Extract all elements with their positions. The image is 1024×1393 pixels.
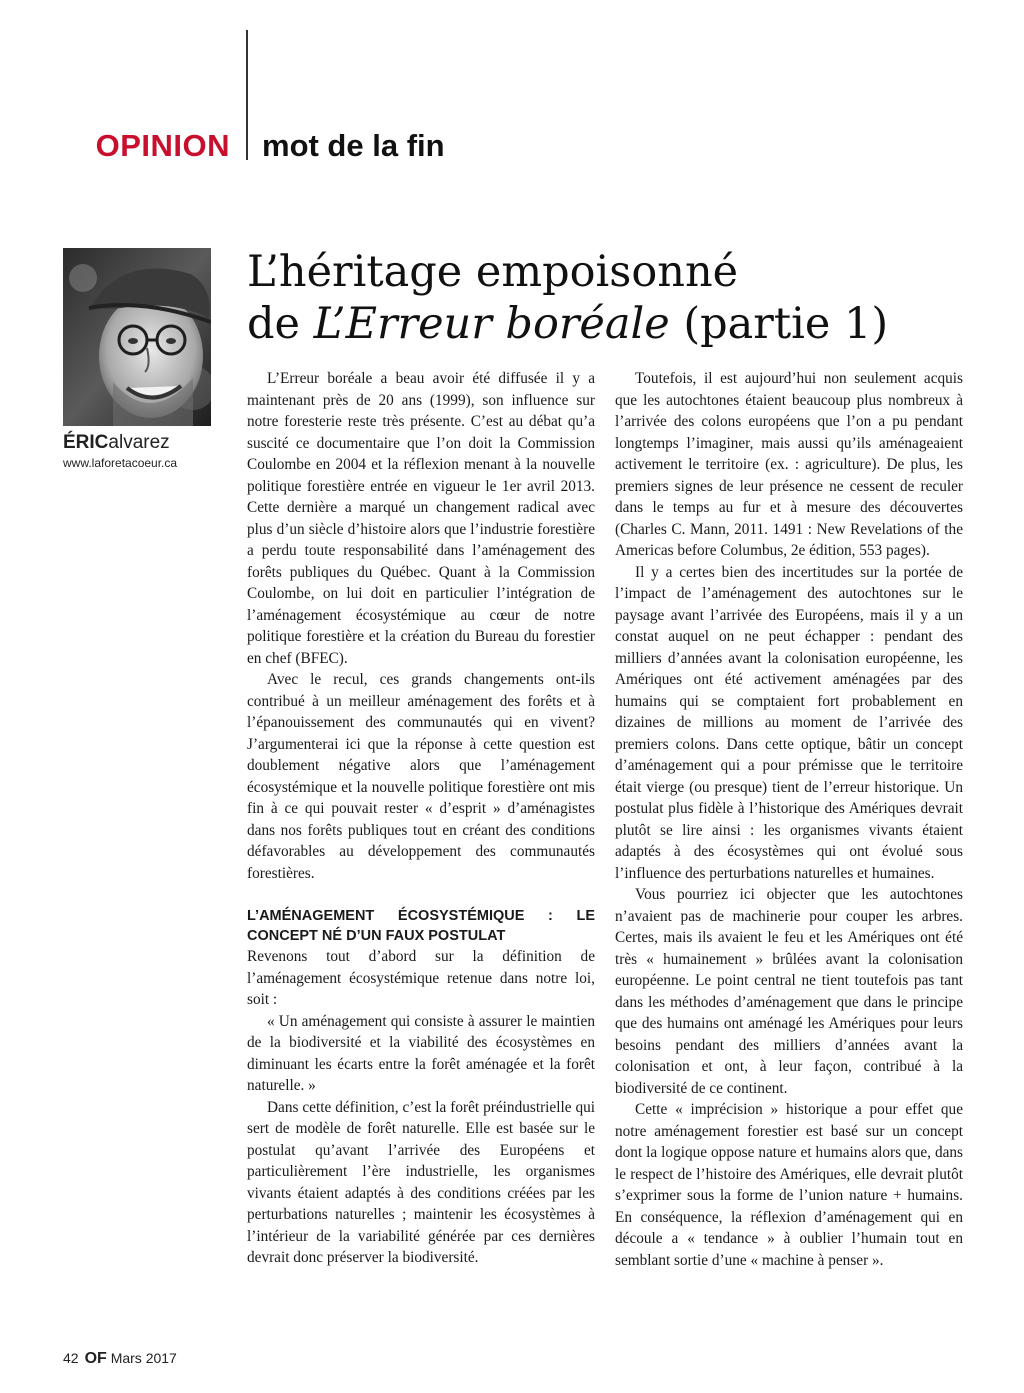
title-line-2-post: (partie 1) <box>669 299 889 349</box>
quote-paragraph: « Un aménagement qui consiste à assurer le maintien de la biodiversité et la viabilité des écosystèmes en diminuant les écarts entre la forêt aménagée et la forêt naturelle. » <box>247 1012 595 1094</box>
author-name <box>63 432 170 454</box>
article-title <box>247 246 987 350</box>
paragraph: Il y a certes bien des incertitudes sur la portée de l’impact de l’aménagement des autochtones sur le paysage avant l’arrivée des Européens, mais il y a un constat auquel on ne peut échapper : pendant des milliers d’années avant la colonisation européenne, les Amériques ont été activement aménagées par des humains qui se comptaient fort probablement en dizaines de millions au moment de l’arrivée des premiers colons. Dans cette optique, bâtir un concept d’aménagement qui a pour prémisse que le territoire était vierge (ou presque) tient de l’erreur historique. Un postulat plus fidèle à l’historique des Amériques devrait plutôt se lire ainsi : les organismes vivants étaient adaptés à des écosystèmes qui ont évolué sous l’influence des perturbations naturelles et humaines. <box>615 563 963 882</box>
paragraph: Vous pourriez ici objecter que les autochtones n’avaient pas de machinerie pour couper les arbres. Certes, mais ils avaient le feu et les Amériques ont été très « humainement » brûlées avant la colonisation européenne. Le point central ne tient toutefois pas tant dans les méthodes d’aménagement que dans le principe que des humains ont aménagé les Amériques pour leurs besoins pendant des milliers d’années avant la colonisation et ont, à leur façon, contribué à la biodiversité de ce continent. <box>615 886 963 1097</box>
article-column-1 <box>247 368 595 1269</box>
author-last-name: alvarez <box>108 432 170 453</box>
paragraph: Toutefois, il est aujourd’hui non seulement acquis que les autochtones étaient beaucoup plus nombreux à l’arrivée des colons européens que l’on a pu pendant longtemps l’imaginer, mais aussi qu’ils aménageaient activement le territoire (ex. : agriculture). De plus, les premiers signes de leur présence ne cessent de reculer dans le temps au fur et à mesure des découvertes (Charles C. Mann, 2011. 1491 : New Revelations of the Americas before Columbus, 2e édition, 553 pages). <box>615 370 963 559</box>
page-number: 42 <box>63 1350 79 1366</box>
section-label: OPINION <box>95 128 230 163</box>
page-footer <box>63 1350 177 1368</box>
article-column-2 <box>615 368 963 1271</box>
title-line-2 <box>247 298 987 350</box>
author-photo <box>63 248 211 426</box>
issue-date: Mars 2017 <box>110 1350 177 1366</box>
author-website: www.laforetacoeur.ca <box>63 456 178 470</box>
author-portrait-icon <box>63 248 211 426</box>
paragraph: L’Erreur boréale a beau avoir été diffusée il y a maintenant près de 20 ans (1999), son influence sur notre foresterie reste très présente. C’est au débat qu’a suscité ce documentaire que l’on doit la Commission Coulombe en 2004 et la réflexion menant à la nouvelle politique forestière entrée en vigueur le 1er avril 2013. Cette dernière a marqué un changement radical avec plus d’un siècle d’histoire alors que l’industrie forestière a perdu toute responsabilité dans l’aménagement des forêts publiques du Québec. Quant à la Commission Coulombe, on lui doit en particulier l’intégration de l’aménagement écosystémique au cœur de notre politique forestière et la création du Bureau du forestier en chef (BFEC). <box>247 370 595 667</box>
paragraph: Cette « imprécision » historique a pour effet que notre aménagement forestier est basé sur un concept dont la logique oppose nature et humains alors que, dans le respect de l’histoire des Amériques, elle devrait plutôt s’exprimer sous la forme de l’union nature + humains. En conséquence, la réflexion d’aménagement qui en découle a « tendance » à oublier l’humain tout en semblant sortie d’une « machine à penser ». <box>615 1101 963 1269</box>
title-line-1: L’héritage empoisonné <box>247 247 739 297</box>
paragraph: Avec le recul, ces grands changements ont-ils contribué à un meilleur aménagement des forêts et à l’épanouissement des communautés qui en vivent? J’argumenterai ici que la réponse à cette question est doublement négative alors que l’aménagement écosystémique et la nouvelle politique forestière ont mis fin à ce qui pouvait rester « d’esprit » d’aménagistes dans nos forêts publiques tout en créant des conditions défavorables au développement des communautés forestières. <box>247 671 595 882</box>
header-divider <box>246 30 248 160</box>
subsection-label: mot de la fin <box>262 128 445 163</box>
title-line-2-pre: de <box>247 299 314 349</box>
paragraph: Revenons tout d’abord sur la définition de l’aménagement écosystémique retenue dans notre loi, soit : <box>247 948 595 1008</box>
section-heading: L’AMÉNAGEMENT ÉCOSYSTÉMIQUE : LE CONCEPT NÉ D’UN FAUX POSTULAT <box>247 908 595 944</box>
author-first-name: ÉRIC <box>63 432 109 453</box>
magazine-logo: OF <box>84 1350 107 1367</box>
paragraph: Dans cette définition, c’est la forêt préindustrielle qui sert de modèle de forêt naturelle. Elle est basée sur le postulat qu’avant l’arrivée des Européens et particulièrement l’ère industrielle, les organismes vivants étaient adaptés à des conditions créées par les perturbations naturelles ; maintenir les écosystèmes à l’intérieur de la variabilité générée par ces dernières devrait donc préserver la biodiversité. <box>247 1098 595 1266</box>
title-line-2-italic: L’Erreur boréale <box>313 299 670 349</box>
